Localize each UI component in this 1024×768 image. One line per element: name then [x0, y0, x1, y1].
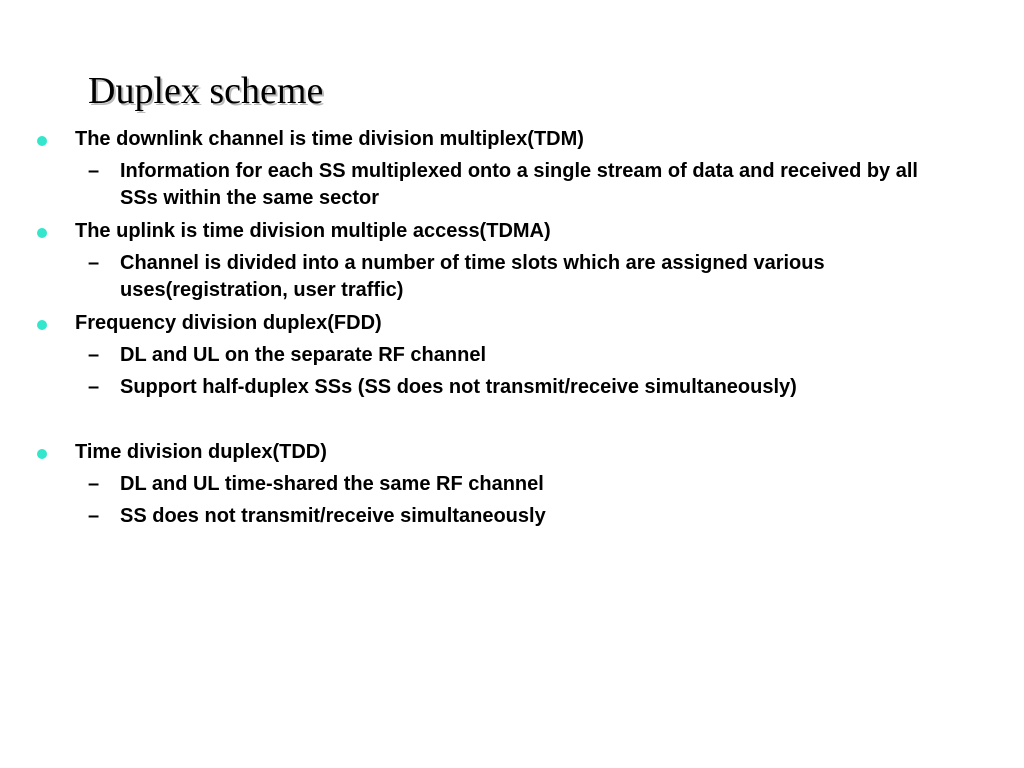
- sub-item: [0, 503, 920, 530]
- dash-icon: –: [88, 505, 100, 527]
- bullet-text: The uplink is time division multiple access(TDMA): [75, 220, 551, 242]
- sub-item-text: DL and UL on the separate RF channel: [120, 344, 486, 366]
- bullet-text: Frequency division duplex(FDD): [75, 312, 382, 334]
- sub-item-text: Support half-duplex SSs (SS does not transmit/receive simultaneously): [120, 376, 797, 398]
- sub-list: [75, 342, 1024, 401]
- sub-item: [0, 250, 920, 304]
- sub-item: [0, 374, 920, 401]
- sub-item: [0, 471, 920, 498]
- bullet-text: The downlink channel is time division multiplex(TDM): [75, 128, 584, 150]
- bullet-text: Time division duplex(TDD): [75, 441, 327, 463]
- bullet-list: [0, 126, 1024, 536]
- dash-icon: –: [88, 252, 100, 274]
- bullet-dot-icon: [37, 449, 47, 459]
- bullet-item: [0, 439, 1024, 530]
- bullet-item: [0, 126, 1024, 212]
- sub-item-text: SS does not transmit/receive simultaneously: [120, 505, 546, 527]
- bullet-item: [0, 218, 1024, 304]
- dash-icon: –: [88, 473, 100, 495]
- bullet-dot-icon: [37, 320, 47, 330]
- dash-icon: –: [88, 344, 100, 366]
- sub-item-text: DL and UL time-shared the same RF channel: [120, 473, 544, 495]
- sub-list: [75, 158, 1024, 212]
- bullet-dot-icon: [37, 136, 47, 146]
- dash-icon: –: [88, 376, 100, 398]
- sub-list: [75, 471, 1024, 530]
- sub-item-text: Information for each SS multiplexed onto a single stream of data and received by all SSs within the same sector: [120, 160, 918, 209]
- bullet-dot-icon: [37, 228, 47, 238]
- slide-title: Duplex scheme: [88, 70, 324, 112]
- sub-list: [75, 250, 1024, 304]
- sub-item-text: Channel is divided into a number of time slots which are assigned various uses(registration, user traffic): [120, 252, 825, 301]
- bullet-item: [0, 310, 1024, 401]
- sub-item: [0, 342, 920, 369]
- sub-item: [0, 158, 920, 212]
- dash-icon: –: [88, 160, 100, 182]
